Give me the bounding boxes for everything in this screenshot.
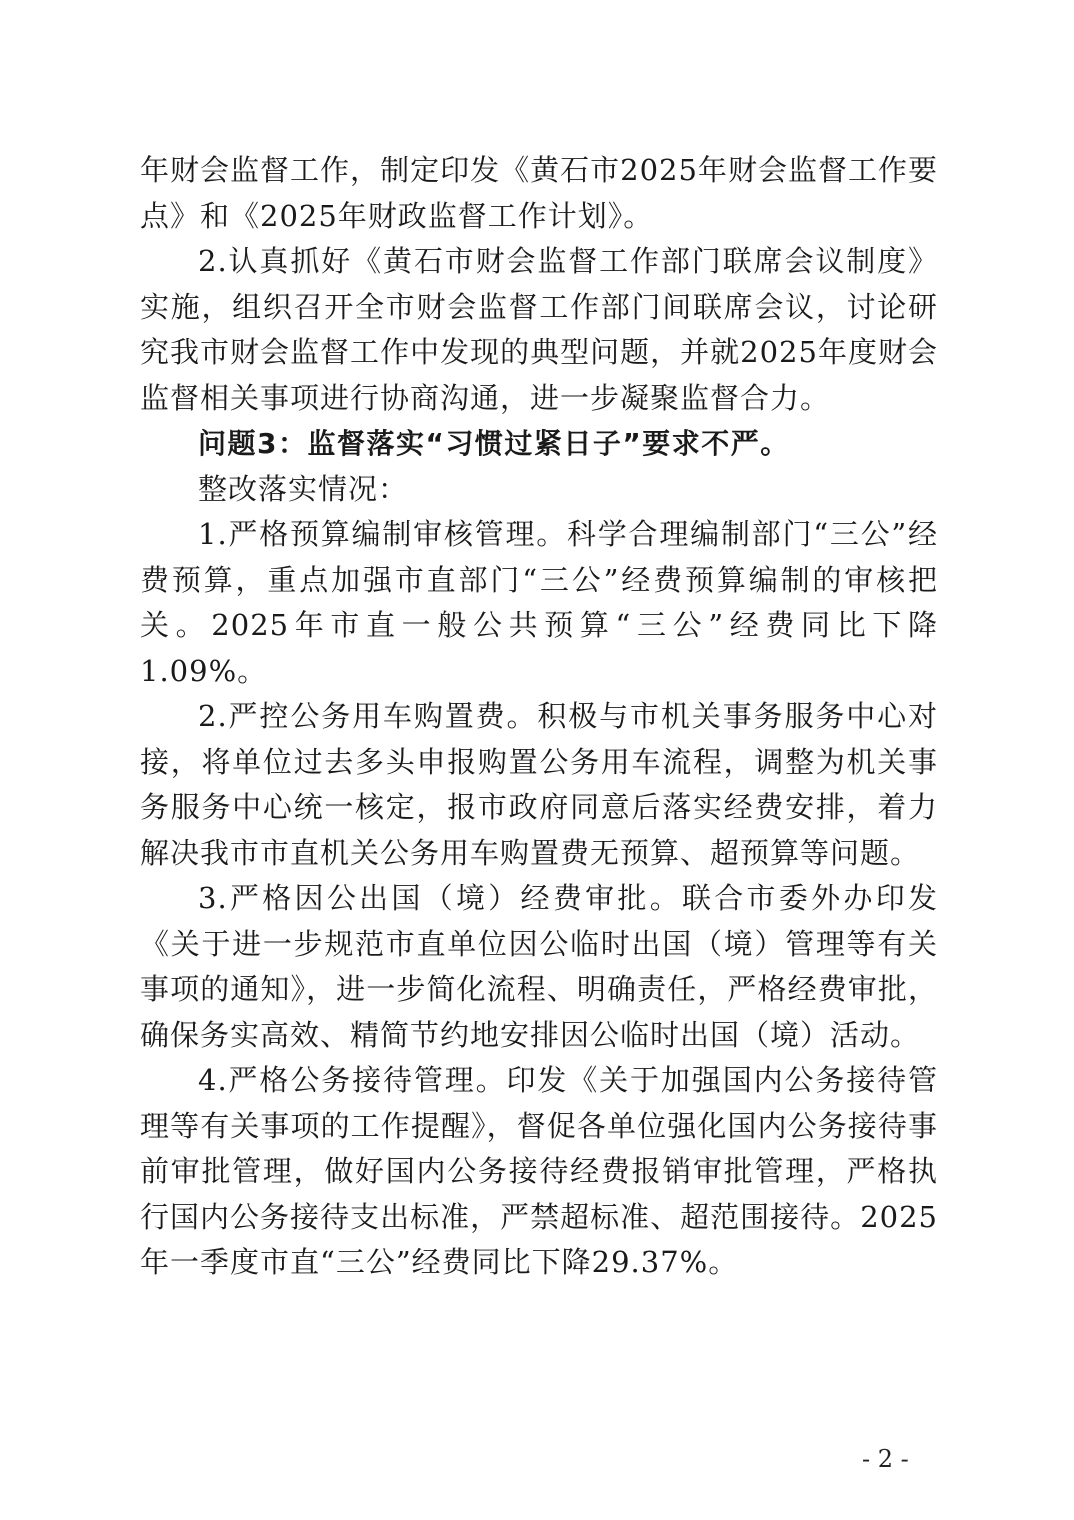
paragraph-item-4-reception: 4.严格公务接待管理。印发《关于加强国内公务接待管理等有关事项的工作提醒》，督促各单位强化国内公务接待事前审批管理，做好国内公务接待经费报销审批管理，严格执行国内公务接待支出标准，严禁超标准、超范围接待。2025年一季度市直“三公”经费同比下降29.37%。	[140, 1063, 938, 1279]
paragraph-item-2-vehicles: 2.严控公务用车购置费。积极与市机关事务服务中心对接，将单位过去多头申报购置公务用车流程，调整为机关事务服务中心统一核定，报市政府同意后落实经费安排，着力解决我市市直机关公务用车购置费无预算、超预算等问题。	[140, 699, 938, 870]
page-number: - 2 -	[862, 1445, 909, 1473]
paragraph-continuation: 年财会监督工作，制定印发《黄石市2025年财会监督工作要点》和《2025年财政监督工作计划》。	[140, 153, 938, 233]
issue-3-heading: 问题3：监督落实“习惯过紧日子”要求不严。	[198, 427, 790, 460]
paragraph-item-3-overseas: 3.严格因公出国（境）经费审批。联合市委外办印发《关于进一步规范市直单位因公临时出国（境）管理等有关事项的通知》，进一步简化流程、明确责任，严格经费审批，确保务实高效、精简节约地安排因公临时出国（境）活动。	[140, 881, 938, 1052]
paragraph-item-2-joint-meeting: 2.认真抓好《黄石市财会监督工作部门联席会议制度》实施，组织召开全市财会监督工作部门间联席会议，讨论研究我市财会监督工作中发现的典型问题，并就2025年度财会监督相关事项进行协商沟通，进一步凝聚监督合力。	[140, 244, 938, 415]
document-body	[140, 148, 938, 1286]
paragraph-item-1-budget: 1.严格预算编制审核管理。科学合理编制部门“三公”经费预算，重点加强市直部门“三公”经费预算编制的审核把关。2025年市直一般公共预算“三公”经费同比下降1.09%。	[140, 517, 938, 688]
rectification-status-label: 整改落实情况：	[198, 471, 409, 506]
